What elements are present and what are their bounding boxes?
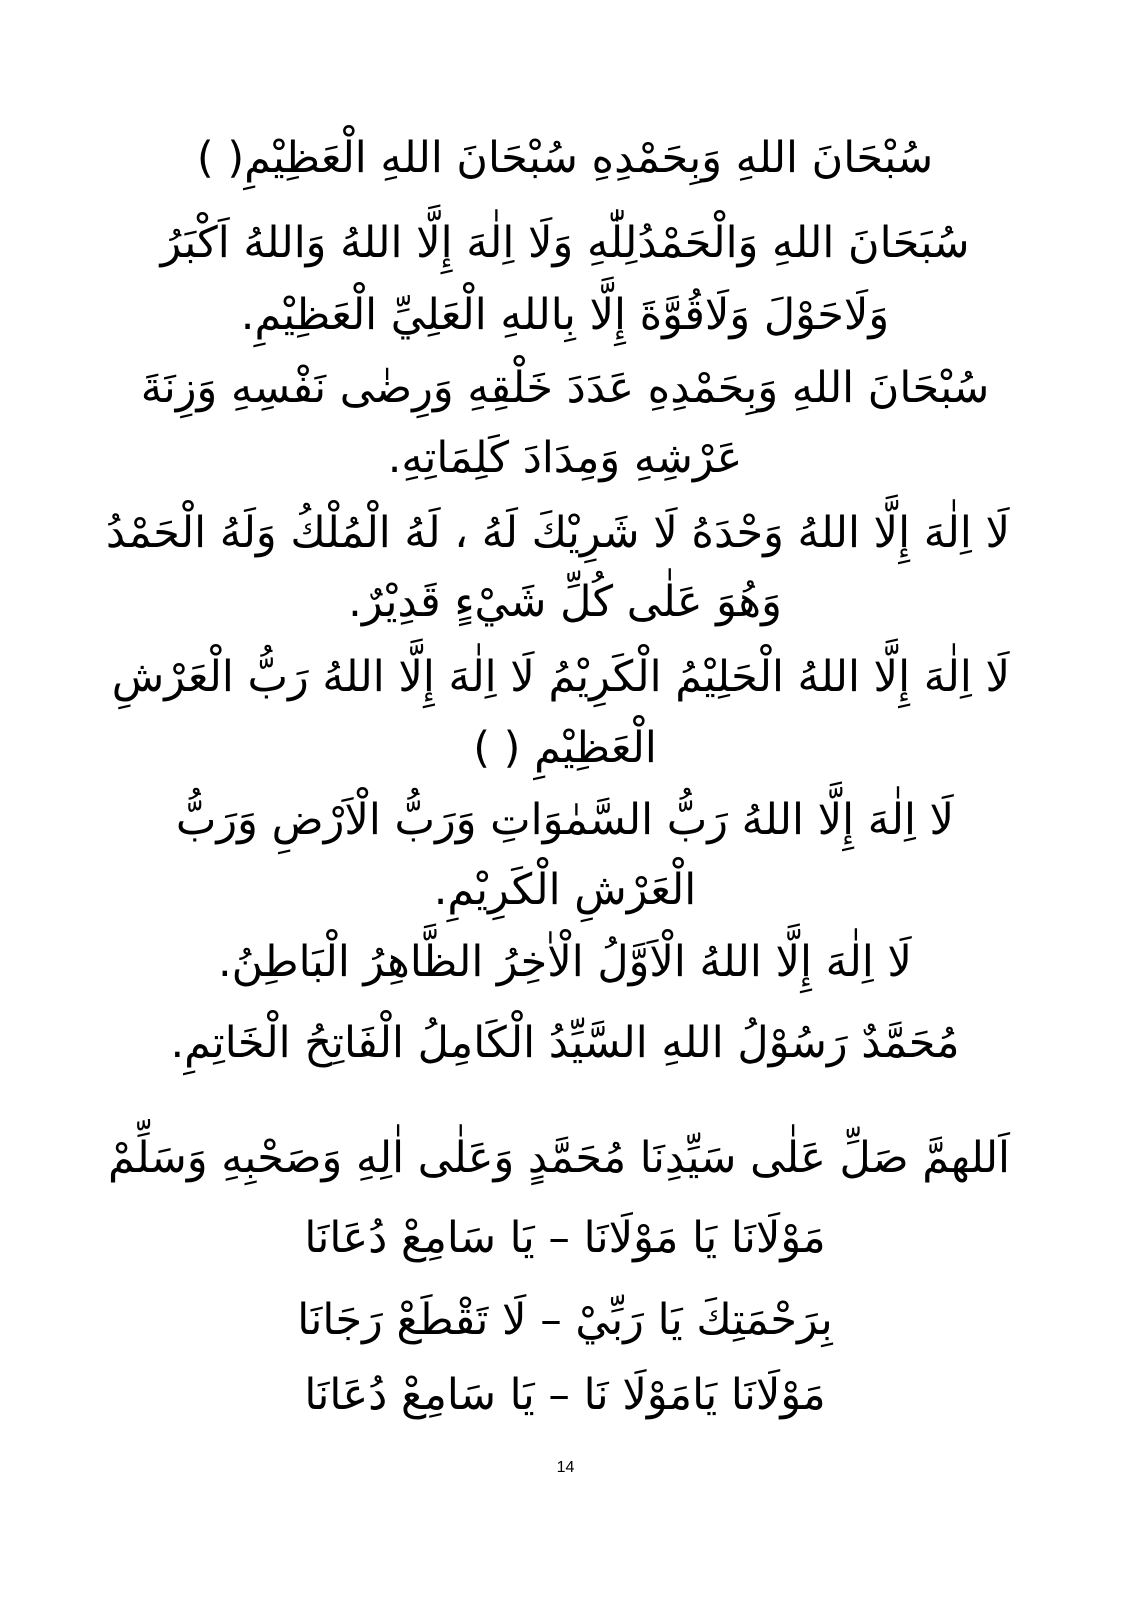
prayer-line: وَلَاحَوْلَ وَلَاقُوَّةَ إِلَّا بِاللهِ الْعَلِيِّ الْعَظِيْمِ. <box>240 290 890 340</box>
salawat-line: اَللهمَّ صَلِّ عَلٰى سَيِّدِنَا مُحَمَّدٍ وَعَلٰى اٰلِهِ وَصَحْبِهِ وَسَلِّمْ <box>107 1133 1010 1183</box>
prayer-line: عَرْشِهِ وَمِدَادَ كَلِمَاتِهِ. <box>387 433 743 483</box>
prayer-line: الْعَظِيْمِ ( ) <box>473 723 657 773</box>
poem-line: مَوْلَانَا يَا مَوْلَانَا – يَا سَامِعْ دُعَانَا <box>304 1213 826 1263</box>
page-number: 14 <box>556 1459 575 1476</box>
prayer-line: لَا اِلٰهَ إِلَّا اللهُ الْاَوَّلُ الْاٰخِرُ الظَّاهِرُ الْبَاطِنُ. <box>218 937 912 987</box>
poem-line: بِرَحْمَتِكَ يَا رَبِّيْ – لَا تَقْطَعْ رَجَانَا <box>297 1295 833 1345</box>
prayer-line: سُبَحَانَ اللهِ وَالْحَمْدُلِلّٰهِ وَلَا اِلٰهَ إِلَّا اللهُ وَاللهُ اَكْبَرُ <box>160 218 970 268</box>
prayer-line: الْعَرْشِ الْكَرِيْمِ. <box>433 865 697 915</box>
prayer-line: لَا اِلٰهَ إِلَّا اللهُ وَحْدَهُ لَا شَرِيْكَ لَهُ ، لَهُ الْمُلْكُ وَلَهُ الْحَمْدُ <box>105 508 1010 558</box>
prayer-line: وَهُوَ عَلٰى كُلِّ شَيْءٍ قَدِيْرٌ. <box>348 577 782 627</box>
poem-line: مَوْلَانَا يَامَوْلَا نَا – يَا سَامِعْ دُعَانَا <box>304 1370 826 1420</box>
prayer-line: لَا اِلٰهَ إِلَّا اللهُ الْحَلِيْمُ الْكَرِيْمُ لَا اِلٰهَ إِلَّا اللهُ رَبُّ الْعَرْشِ <box>111 652 1010 702</box>
prayer-line: لَا اِلٰهَ إِلَّا اللهُ رَبُّ السَّمٰوَاتِ وَرَبُّ الْاَرْضِ وَرَبُّ <box>175 795 955 845</box>
prayer-line: سُبْحَانَ اللهِ وَبِحَمْدِهِ عَدَدَ خَلْقِهِ وَرِضٰى نَفْسِهِ وَزِنَةَ <box>140 363 990 413</box>
prayer-line: سُبْحَانَ اللهِ وَبِحَمْدِهِ سُبْحَانَ اللهِ الْعَظِيْمِ( ) <box>196 133 934 183</box>
prayer-line: مُحَمَّدٌ رَسُوْلُ اللهِ السَّيِّدُ الْكَامِلُ الْفَاتِحُ الْخَاتِمِ. <box>170 1018 960 1068</box>
